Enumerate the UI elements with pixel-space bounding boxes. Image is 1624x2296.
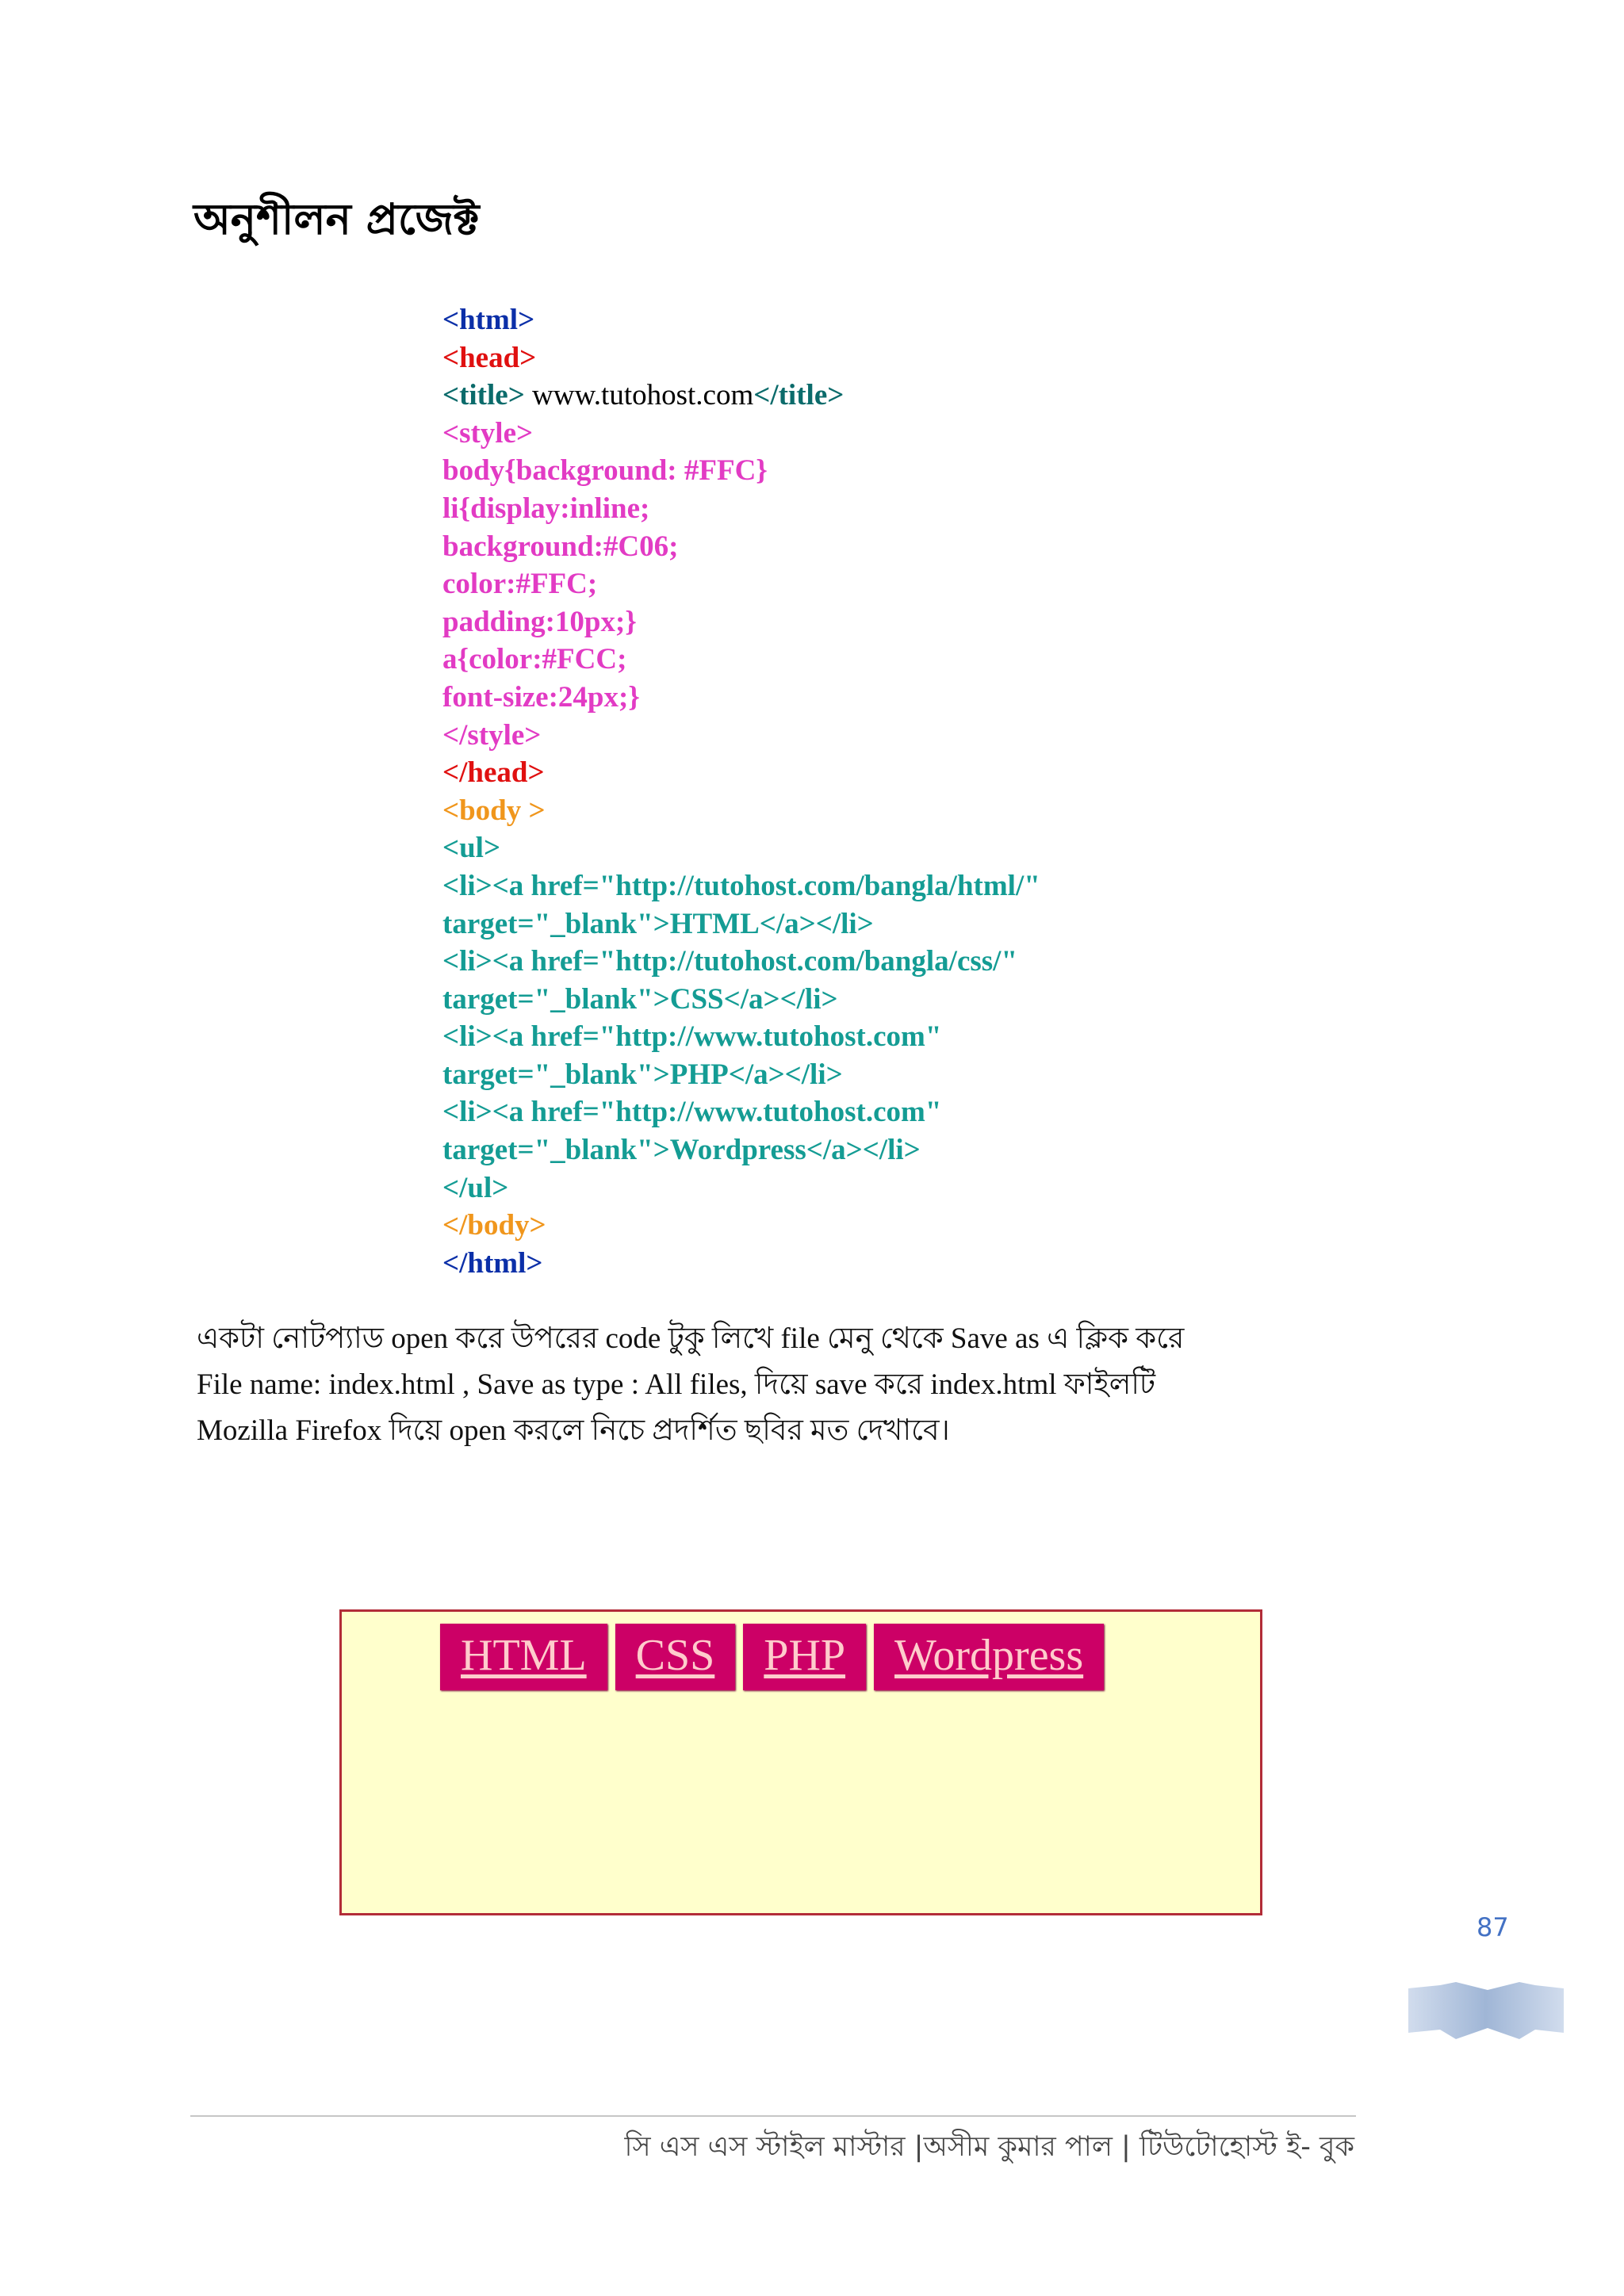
code-line xyxy=(442,528,1040,566)
code-token: <head> xyxy=(442,341,537,374)
code-token: <li><a href="http://tutohost.com/bangla/css/" xyxy=(442,945,1017,978)
code-line xyxy=(442,792,1040,830)
code-token: <html> xyxy=(442,304,535,336)
code-line xyxy=(442,679,1040,717)
code-line xyxy=(442,339,1040,377)
code-line xyxy=(442,754,1040,792)
code-token: </head> xyxy=(442,756,545,790)
code-token: <style> xyxy=(442,416,534,450)
code-line xyxy=(442,1056,1040,1094)
code-line xyxy=(442,490,1040,528)
code-token: background:#C06; xyxy=(442,530,679,563)
code-token: body{background: #FFC} xyxy=(442,454,768,488)
html-link[interactable]: HTML xyxy=(461,1631,587,1680)
code-line xyxy=(442,452,1040,490)
nav-item-wordpress xyxy=(874,1624,1104,1690)
code-token: </style> xyxy=(442,718,542,752)
nav-item-css xyxy=(615,1624,736,1690)
code-token: padding:10px;} xyxy=(442,605,637,638)
code-line xyxy=(442,1018,1040,1056)
code-token: </body> xyxy=(442,1209,546,1242)
code-token: target="_blank">HTML</a></li> xyxy=(442,907,874,940)
css-link[interactable]: CSS xyxy=(635,1631,715,1680)
code-listing xyxy=(442,301,1040,1282)
code-token: </html> xyxy=(442,1246,543,1280)
code-line xyxy=(442,1093,1040,1131)
code-line xyxy=(442,1169,1040,1207)
instruction-paragraph xyxy=(197,1316,1351,1454)
code-line xyxy=(442,1131,1040,1169)
code-token: <ul> xyxy=(442,832,501,865)
preview-nav-list xyxy=(440,1624,1104,1690)
code-token: <li><a href="http://www.tutohost.com" xyxy=(442,1096,942,1129)
code-line xyxy=(442,603,1040,641)
page-corner-ribbon-icon xyxy=(1408,1980,1564,2041)
code-line xyxy=(442,717,1040,755)
code-token: <body > xyxy=(442,794,546,827)
page-number: 87 xyxy=(1477,1912,1509,1942)
footer-divider xyxy=(190,2115,1356,2117)
code-token: <title> xyxy=(442,379,525,412)
paragraph-line: Mozilla Firefox দিয়ে open করলে নিচে প্রদর্শিত ছবির মত দেখাবে। xyxy=(197,1414,950,1447)
code-token: target="_blank">PHP</a></li> xyxy=(442,1058,843,1091)
code-token: <li><a href="http://www.tutohost.com" xyxy=(442,1020,942,1054)
code-line xyxy=(442,867,1040,905)
paragraph-line: একটা নোটপ্যাড open করে উপরের code টুকু লিখে file মেনু থেকে Save as এ ক্লিক করে xyxy=(197,1322,1185,1355)
code-token: a{color:#FCC; xyxy=(442,643,627,676)
nav-item-php xyxy=(743,1624,866,1690)
paragraph-line: File name: index.html , Save as type : All files, দিয়ে save করে index.html ফাইলটি xyxy=(197,1368,1156,1401)
code-line xyxy=(442,301,1040,339)
code-title-text: www.tutohost.com xyxy=(524,379,754,412)
code-line xyxy=(442,641,1040,679)
code-line xyxy=(442,565,1040,603)
page-heading: অনুশীলন প্রজেক্ট xyxy=(193,194,480,244)
wordpress-link[interactable]: Wordpress xyxy=(894,1631,1084,1680)
code-token: </title> xyxy=(753,379,845,412)
code-line xyxy=(442,1207,1040,1245)
code-line xyxy=(442,1245,1040,1283)
code-token: </ul> xyxy=(442,1171,509,1204)
code-token: target="_blank">CSS</a></li> xyxy=(442,982,838,1016)
code-token: font-size:24px;} xyxy=(442,680,640,714)
code-token: li{display:inline; xyxy=(442,492,650,525)
php-link[interactable]: PHP xyxy=(764,1631,846,1680)
code-line xyxy=(442,415,1040,453)
browser-preview xyxy=(339,1609,1262,1915)
nav-item-html xyxy=(440,1624,607,1690)
code-line xyxy=(442,943,1040,981)
code-token: color:#FFC; xyxy=(442,568,598,601)
code-line xyxy=(442,905,1040,943)
code-line xyxy=(442,829,1040,867)
code-token: target="_blank">Wordpress</a></li> xyxy=(442,1134,921,1167)
footer-text: সি এস এস স্টাইল মাস্টার |অসীম কুমার পাল | টিউটোহোস্ট ই- বুক xyxy=(624,2131,1354,2163)
code-line xyxy=(442,377,1040,415)
code-token: <li><a href="http://tutohost.com/bangla/html/" xyxy=(442,869,1040,902)
code-line xyxy=(442,981,1040,1019)
